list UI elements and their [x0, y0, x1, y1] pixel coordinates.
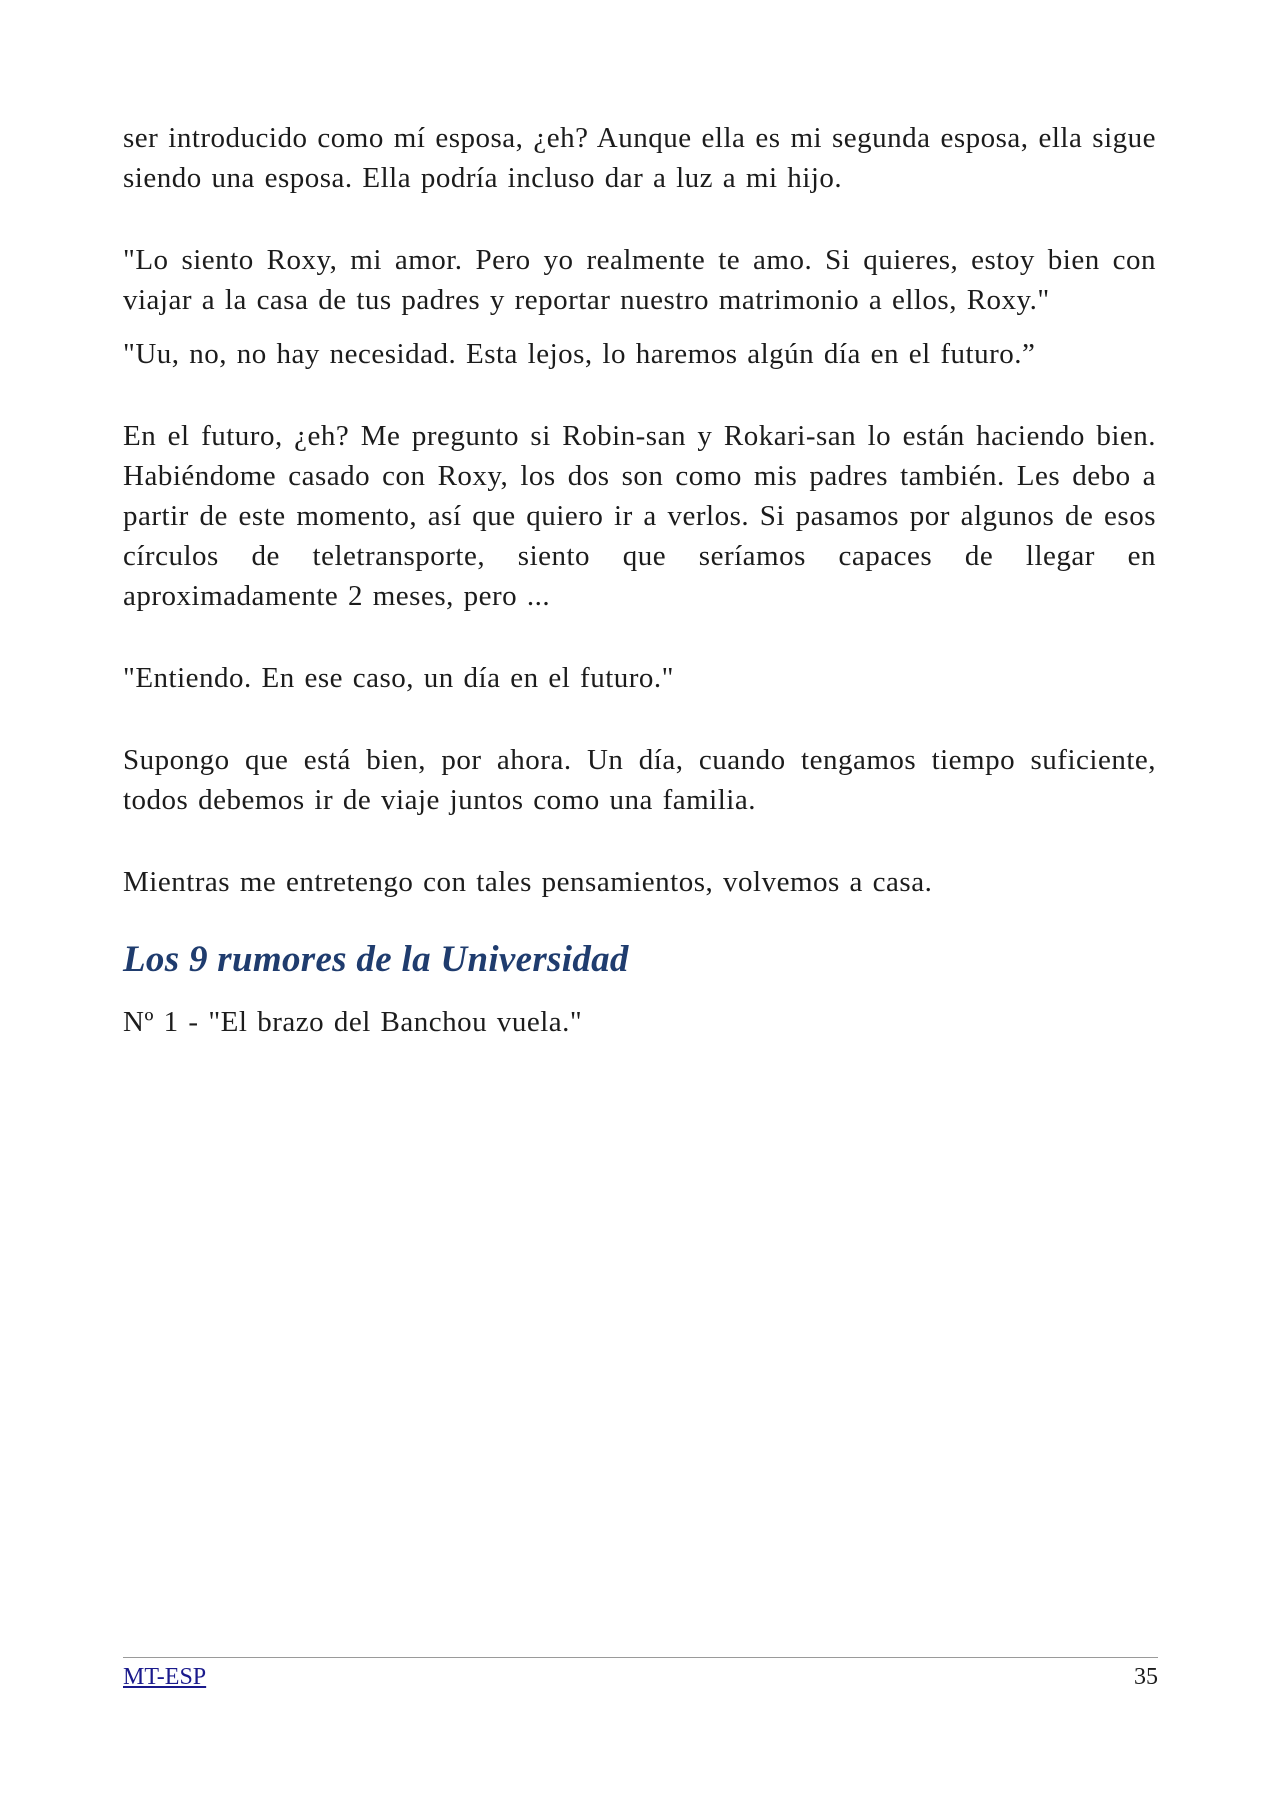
paragraph: Supongo que está bien, por ahora. Un día, cuando tengamos tiempo suficiente, todos debemos ir de viaje juntos como una familia. [123, 744, 1156, 816]
section-first-line: Nº 1 - "El brazo del Banchou vuela." [123, 1006, 583, 1038]
section-heading: Los 9 rumores de la Universidad [123, 939, 629, 980]
paragraph: ser introducido como mí esposa, ¿eh? Aunque ella es mi segunda esposa, ella sigue siendo una esposa. Ella podría incluso dar a luz a mi hijo. [123, 122, 1156, 194]
footer-link[interactable]: MT-ESP [123, 1664, 207, 1690]
paragraph: En el futuro, ¿eh? Me pregunto si Robin-san y Rokari-san lo están haciendo bien. Habiéndome casado con Roxy, los dos son como mis padres también. Les debo a partir de este momento, así que quiero ir a verlos. Si pasamos por algunos de esos círculos de teletransporte, siento que seríamos capaces de llegar en aproximadamente 2 meses, pero ... [123, 420, 1156, 612]
page-footer [123, 1657, 1158, 1690]
paragraph: "Lo siento Roxy, mi amor. Pero yo realmente te amo. Si quieres, estoy bien con viajar a la casa de tus padres y reportar nuestro matrimonio a ellos, Roxy." [123, 244, 1156, 316]
paragraph: "Uu, no, no hay necesidad. Esta lejos, lo haremos algún día en el futuro.” [123, 338, 1036, 370]
paragraph: "Entiendo. En ese caso, un día en el futuro." [123, 662, 674, 694]
page-body [123, 118, 1156, 1042]
page-number: 35 [1134, 1664, 1158, 1690]
paragraph: Mientras me entretengo con tales pensamientos, volvemos a casa. [123, 866, 933, 898]
